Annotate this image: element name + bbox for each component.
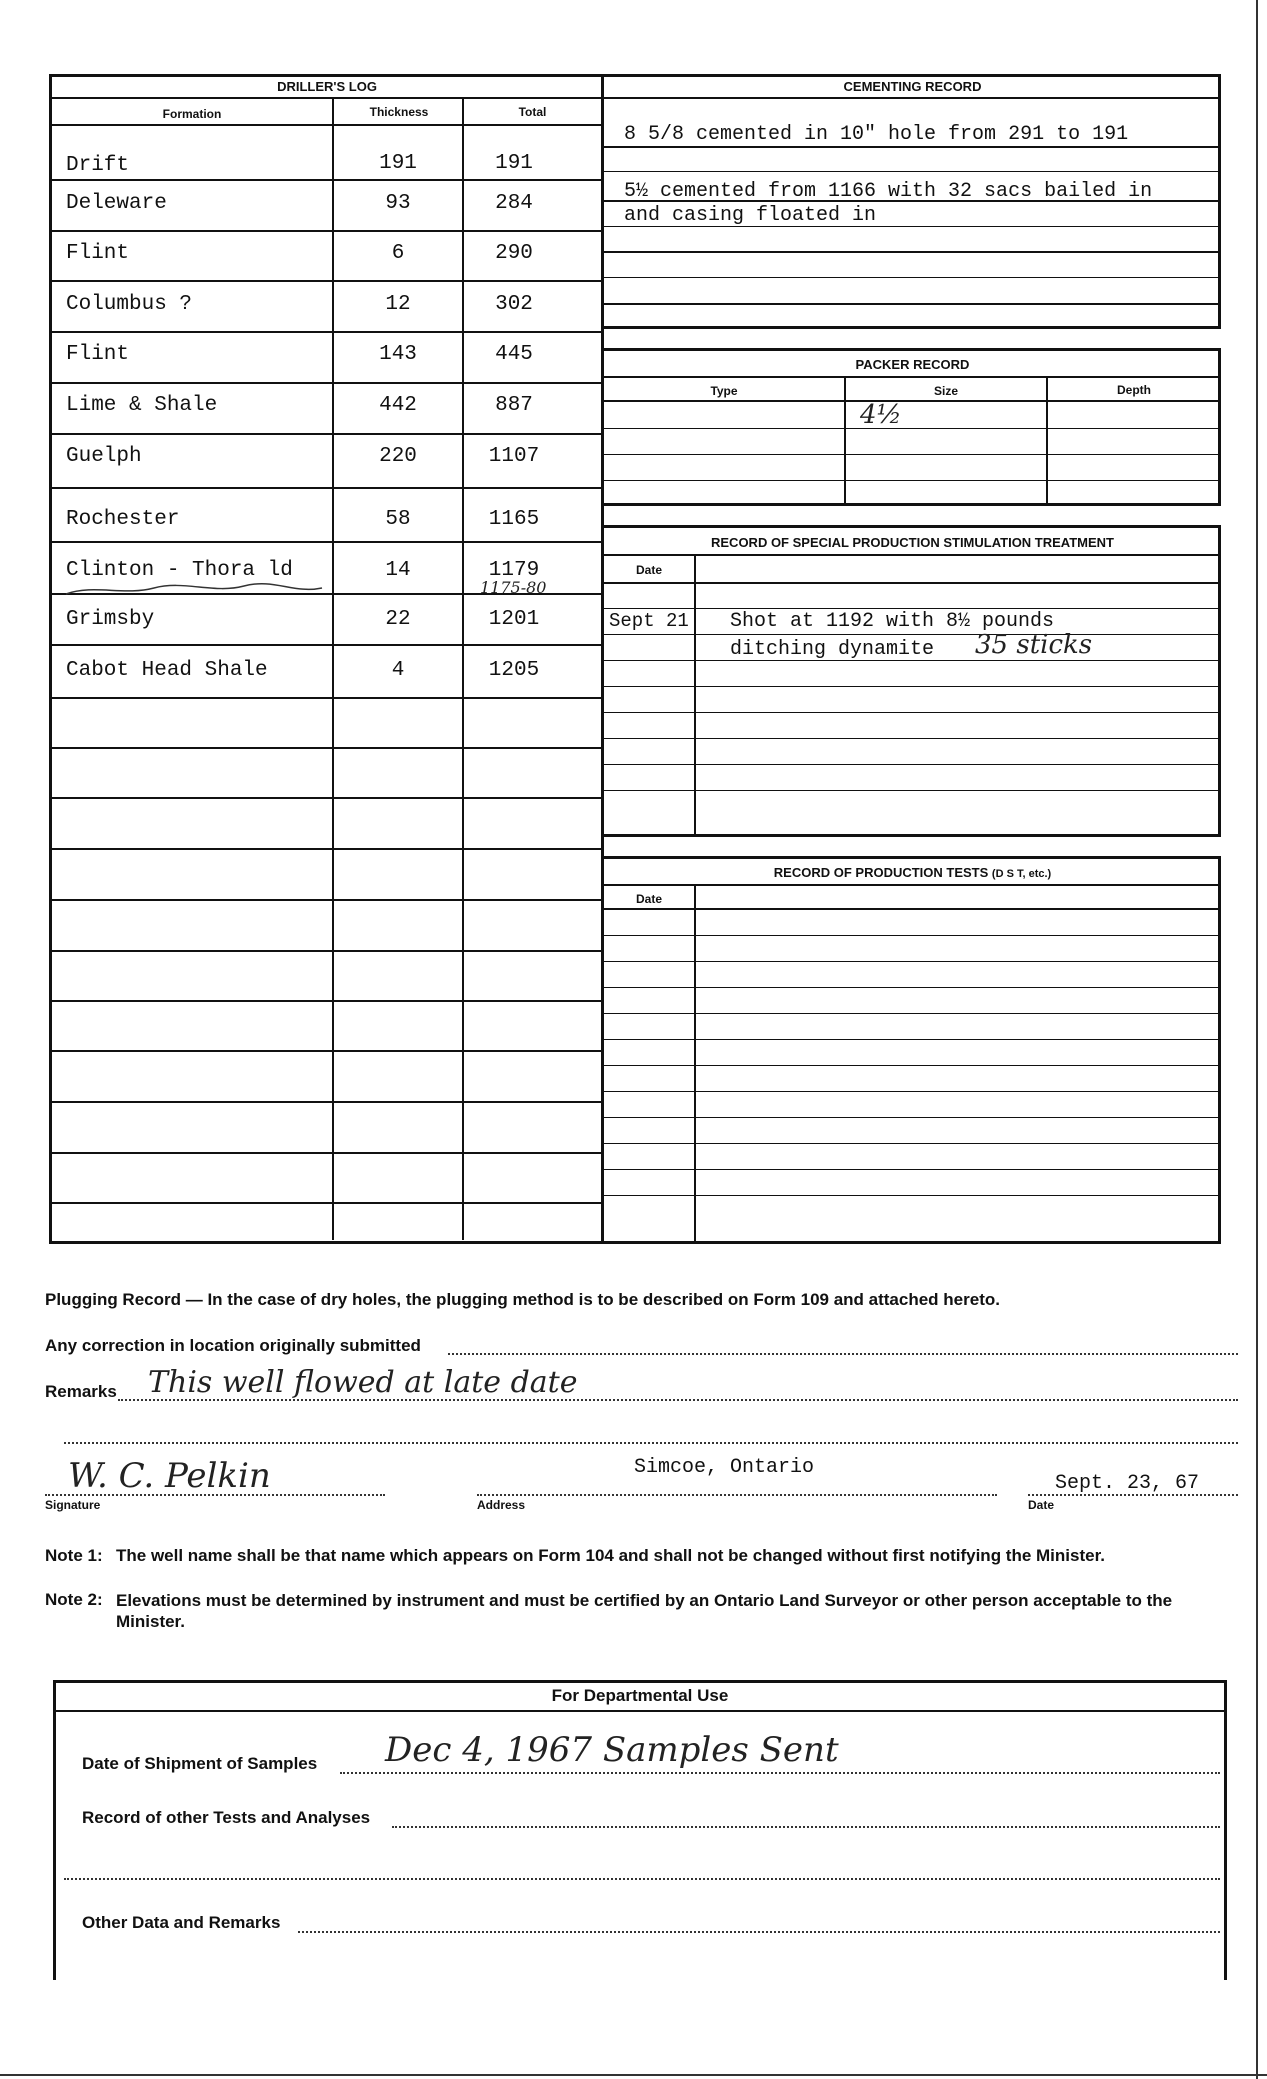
thickness-cell: 22	[385, 608, 411, 631]
production-tests-title-text: RECORD OF PRODUCTION TESTS	[773, 865, 989, 880]
stimulation-line: Shot at 1192 with 8½ pounds	[730, 610, 1055, 633]
dotted-line	[45, 1494, 385, 1496]
handwritten-depth-note: 1175-80	[480, 578, 547, 597]
correction-label: Any correction in location originally submitted	[45, 1336, 421, 1355]
packer-depth-header: Depth	[1117, 383, 1151, 397]
stimulation-line: ditching dynamite	[730, 638, 935, 661]
page-edge	[0, 2074, 1267, 2076]
note1-text: The well name shall be that name which appears on Form 104 and shall not be changed without first notifying the Minister.	[116, 1546, 1105, 1565]
row-rule	[52, 230, 602, 232]
row-rule	[52, 331, 602, 333]
signature-value: W. C. Pelkin	[68, 1456, 271, 1496]
date-value: Sept. 23, 67	[1055, 1472, 1200, 1495]
signature-label: Signature	[45, 1498, 101, 1512]
dotted-line	[340, 1772, 1220, 1774]
formation-cell: Deleware	[66, 192, 167, 215]
divider	[604, 987, 1219, 988]
divider	[604, 935, 1219, 936]
note2-text: Elevations must be determined by instrument and must be certified by an Ontario Land Surveyor or other person acceptable to the Minister.	[116, 1591, 1173, 1632]
note1-label: Note 1:	[45, 1546, 103, 1565]
row-rule	[52, 487, 602, 489]
row-rule	[52, 382, 602, 384]
divider	[604, 1065, 1219, 1066]
divider	[604, 884, 1219, 886]
total-header: Total	[518, 105, 547, 119]
divider	[604, 400, 1219, 402]
divider	[844, 377, 846, 504]
formation-cell: Drift	[66, 154, 130, 177]
dotted-line	[1028, 1494, 1238, 1496]
remarks-value: This well flowed at late date	[148, 1365, 578, 1400]
thickness-cell: 220	[379, 445, 417, 468]
production-date-header: Date	[635, 892, 662, 906]
thickness-cell: 6	[391, 242, 405, 265]
divider	[694, 885, 696, 1241]
total-cell: 445	[495, 343, 533, 366]
drillers-log-title: DRILLER'S LOG	[277, 79, 377, 94]
divider	[604, 686, 1219, 687]
divider	[604, 1013, 1219, 1014]
total-cell: 1179	[488, 559, 540, 582]
dotted-line	[64, 1878, 1220, 1880]
shipment-value: Dec 4, 1967 Samples Sent	[385, 1730, 839, 1770]
formation-header: Formation	[162, 107, 222, 121]
formation-cell: Columbus ?	[66, 293, 193, 316]
divider	[604, 738, 1219, 739]
total-cell: 1205	[488, 659, 540, 682]
row-rule	[52, 899, 602, 901]
row-rule	[52, 950, 602, 952]
plugging-record-text: Plugging Record — In the case of dry holes, the plugging method is to be described on Form 109 and attached hereto.	[45, 1290, 1000, 1309]
divider	[604, 251, 1219, 253]
thickness-cell: 442	[379, 394, 417, 417]
total-cell: 1107	[488, 445, 540, 468]
dotted-line	[392, 1826, 1220, 1828]
total-cell: 887	[495, 394, 533, 417]
row-rule	[52, 747, 602, 749]
divider	[604, 146, 1219, 148]
divider	[604, 582, 1219, 584]
divider	[604, 454, 1219, 455]
divider	[604, 303, 1219, 305]
row-rule	[52, 797, 602, 799]
date-label: Date	[1028, 1498, 1055, 1512]
divider	[694, 555, 696, 835]
formation-cell: Flint	[66, 343, 130, 366]
divider	[604, 712, 1219, 713]
row-rule	[52, 848, 602, 850]
divider	[1046, 377, 1048, 504]
dotted-line	[448, 1353, 1238, 1355]
formation-cell: Clinton - Thora ld	[66, 559, 293, 582]
divider	[604, 764, 1219, 765]
divider	[604, 376, 1219, 378]
departmental-title: For Departmental Use	[551, 1686, 729, 1705]
total-cell: 191	[495, 152, 533, 175]
shipment-label: Date of Shipment of Samples	[82, 1754, 318, 1773]
divider	[604, 961, 1219, 962]
divider	[604, 1195, 1219, 1196]
production-tests-title-suffix: (D S T, etc.)	[991, 868, 1052, 880]
row-rule	[52, 1101, 602, 1103]
cementing-record-title: CEMENTING RECORD	[843, 79, 982, 94]
thickness-cell: 58	[385, 508, 411, 531]
divider	[604, 634, 1219, 635]
formation-cell: Grimsby	[66, 608, 155, 631]
thickness-cell: 191	[379, 152, 417, 175]
dotted-line	[64, 1442, 1238, 1444]
row-rule	[52, 697, 602, 699]
row-rule	[52, 280, 602, 282]
total-cell: 290	[495, 242, 533, 265]
thickness-cell: 93	[385, 192, 411, 215]
row-rule	[52, 1152, 602, 1154]
dotted-line	[477, 1494, 997, 1496]
total-cell: 284	[495, 192, 533, 215]
other-tests-label: Record of other Tests and Analyses	[82, 1808, 371, 1827]
thickness-cell: 143	[379, 343, 417, 366]
strikethrough-scribble	[64, 582, 324, 598]
note2-label: Note 2:	[45, 1590, 103, 1609]
row-rule	[52, 1050, 602, 1052]
row-rule	[52, 1202, 602, 1204]
divider	[604, 480, 1219, 481]
divider	[604, 554, 1219, 556]
other-data-label: Other Data and Remarks	[82, 1913, 281, 1932]
thickness-cell: 4	[391, 659, 405, 682]
cementing-line: 8 5/8 cemented in 10" hole from 291 to 191	[624, 123, 1129, 146]
packer-size-value: 4½	[860, 400, 902, 430]
divider	[604, 1039, 1219, 1040]
dotted-line	[298, 1931, 1220, 1933]
departmental-box	[53, 1680, 1227, 1980]
address-label: Address	[477, 1498, 526, 1512]
thickness-header: Thickness	[369, 105, 429, 119]
address-value: Simcoe, Ontario	[634, 1456, 815, 1479]
total-cell: 302	[495, 293, 533, 316]
formation-cell: Cabot Head Shale	[66, 659, 268, 682]
packer-size-header: Size	[933, 384, 958, 398]
formation-cell: Rochester	[66, 508, 180, 531]
thickness-cell: 14	[385, 559, 411, 582]
divider	[604, 171, 1219, 172]
page-edge	[1256, 0, 1258, 2079]
cementing-line: and casing floated in	[624, 204, 877, 227]
stimulation-date-header: Date	[635, 563, 662, 577]
formation-cell: Flint	[66, 242, 130, 265]
remarks-label: Remarks	[45, 1382, 117, 1401]
divider	[604, 1143, 1219, 1144]
divider	[604, 608, 1219, 609]
divider	[604, 908, 1219, 910]
stimulation-sticks: 35 sticks	[975, 630, 1093, 660]
formation-cell: Guelph	[66, 445, 142, 468]
divider	[604, 97, 1219, 99]
divider	[604, 1117, 1219, 1118]
stimulation-date: Sept 21	[609, 610, 689, 632]
total-cell: 1201	[488, 608, 540, 631]
divider	[52, 97, 602, 99]
total-cell: 1165	[488, 508, 540, 531]
thickness-cell: 12	[385, 293, 411, 316]
divider	[604, 1169, 1219, 1170]
production-tests-box	[604, 856, 1221, 1244]
divider	[604, 277, 1219, 278]
divider	[604, 1091, 1219, 1092]
row-rule	[52, 433, 602, 435]
divider	[52, 124, 602, 126]
cementing-line: 5½ cemented from 1166 with 32 sacs bailed in	[624, 180, 1153, 203]
row-rule	[52, 541, 602, 543]
divider	[53, 1710, 1227, 1712]
row-rule	[52, 1000, 602, 1002]
stimulation-title: RECORD OF SPECIAL PRODUCTION STIMULATION TREATMENT	[711, 535, 1114, 550]
divider	[604, 428, 1219, 429]
packer-type-header: Type	[710, 384, 738, 398]
formation-cell: Lime & Shale	[66, 394, 218, 417]
production-tests-title	[604, 865, 1221, 880]
packer-record-title: PACKER RECORD	[855, 357, 970, 372]
divider	[604, 790, 1219, 791]
row-rule	[52, 179, 602, 181]
row-rule	[52, 644, 602, 646]
